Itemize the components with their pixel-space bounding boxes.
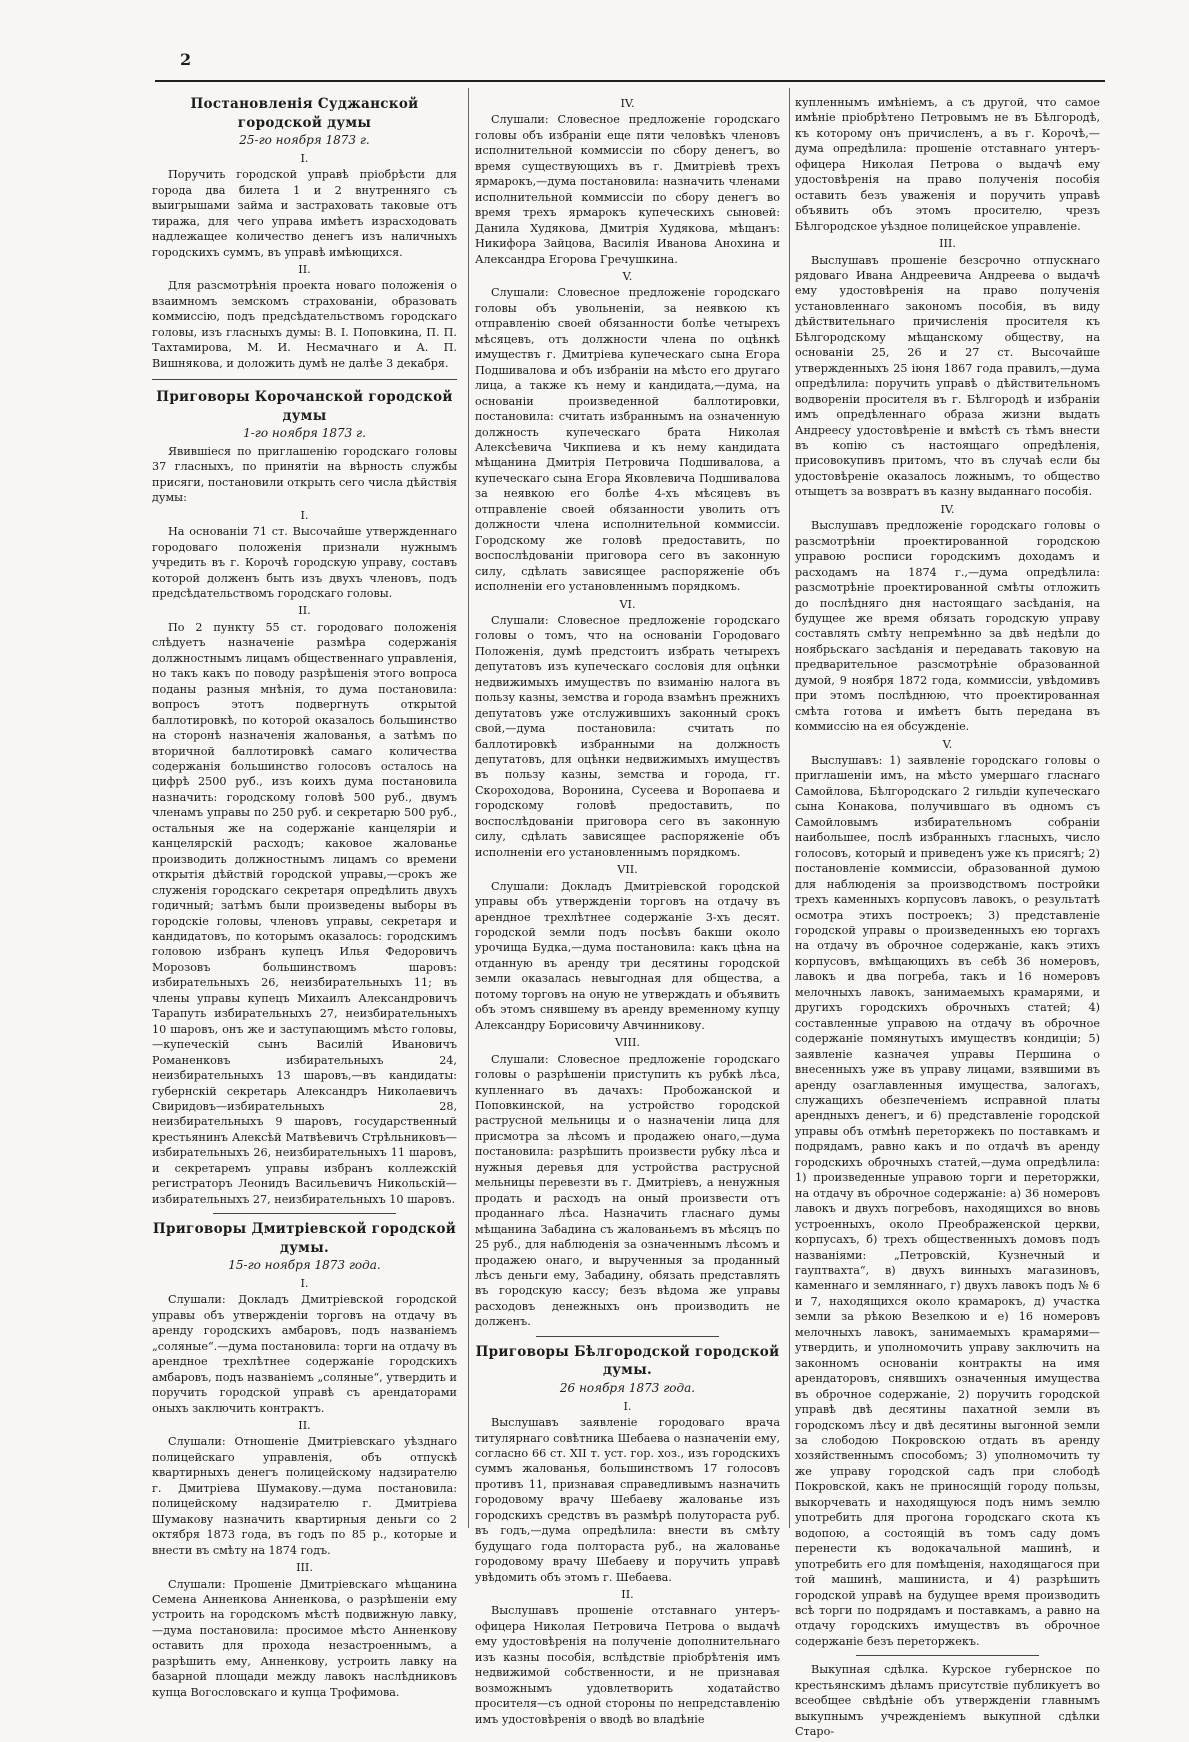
column-divider: [468, 88, 469, 1528]
item-number: I.: [300, 1276, 309, 1290]
paragraph: Для разсмотрѣнія проекта новаго положенія о взаимномъ земскомъ страхованіи, образовать коммиссію, подъ предсѣдательствомъ городскаго головы, изъ гласныхъ думы: В. І. Поповкина, П. П. Тахтамирова, М. И. Несмачнаго и А. П. Вишнякова, и доложить думѣ не далѣе 3 декабря.: [152, 279, 457, 370]
paragraph: Выслушавъ: 1) заявленіе городскаго головы о приглашеніи имъ, на мѣсто умершаго гласнаго Самойлова, Бѣлгородскаго 2 гильдіи купеческаго сына Конакова, получившаго въ одномъ съ Самойловымъ избирательномъ собраніи наибольшее, послѣ избранныхъ гласныхъ, число голосовъ, который и приведенъ уже къ присягѣ; 2) постановленіе коммиссіи, образованной думою для наблюденія за производствомъ постройки трехъ каменныхъ корпусовъ лавокъ, о результатѣ осмотра этихъ построекъ; 3) представленіе городской управы о произведенныхъ ею торгахъ на отдачу въ оброчное содержаніе, какъ этихъ корпусовъ, вмѣщающихъ въ себѣ 36 номеровъ, лавокъ и два погреба, такъ и 16 номеровъ мелочныхъ лавокъ, занимаемыхъ крамарями, и другихъ городскихъ оброчныхъ статей; 4) составленные управою на отдачу въ оброчное содержаніе помянутыхъ имуществъ кондиціи; 5) заявленіе казначея управы Першина о внесенныхъ уже въ управу лицами, взявшими въ аренду озаглавленныя имущества, залогахъ, служащихъ обезпеченіемъ исправной платы арендныхъ денегъ, и 6) представленіе городской управы объ отмѣнѣ переторжекъ по поставкамъ и подрядамъ, равно какъ и по отдачѣ въ аренду городскихъ оброчныхъ статей,—дума опредѣлила: 1) произведенные управою торги и переторжки, на отдачу въ оброчное содержаніе: а) 36 номеровъ лавокъ и двухъ погребовъ, находящихся во вновь устроенныхъ, около Преображенской церкви, корпусахъ, б) трехъ общественныхъ домовъ подъ названіями: „Петровскій, Кузнечный и гауптвахта“, в) двухъ винныхъ магазиновъ, каменнаго и земляннаго, г) двухъ лавокъ подъ № 6 и 7, находящихся около крамарокъ, д) участка земли за рѣкою Везелкою и е) 16 номеровъ мелочныхъ лавокъ, занимаемыхъ крамарями—утвердить, и уполномочить управу заключить на законномъ основаніи контракты на имя арендаторовъ, снявшихъ означенныя имущества въ оброчное содержаніе, 2) поручить городской управѣ двѣ десятины пахатной земли въ городскомъ лѣсу и двѣ десятины выгонной земли за слободою Покровскою отдать въ аренду хозяйственнымъ способомъ; 3) уполномочить ту же управу городской садъ при слободѣ Покровской, какъ не приносящій городу пользы, выкорчевать и находящуюся подъ нимъ землю употребить для прогона городскаго скота къ водопою, а состоящій въ томъ саду домъ перенести къ водокачальной машинѣ, и употребить его для помѣщенія, находящагося при той машинѣ, машиниста, и 4) разрѣшить городской управѣ на будущее время производить всѣ торги по подрядамъ и поставкамъ, а равно на отдачу городскихъ имуществъ въ оброчное содержаніе безъ переторжекъ.: [795, 754, 1100, 1648]
item-number: I.: [300, 508, 309, 522]
section-divider: [152, 379, 457, 380]
page-number: 2: [180, 50, 192, 69]
item-number: VII.: [617, 863, 638, 877]
section-divider: [856, 1655, 1039, 1656]
paragraph: Слушали: Словесное предложеніе городскаго головы о разрѣшеніи приступить къ рубкѣ лѣса, купленнаго въ дачахъ: Пробожанской и Поповкинской, на устройство городской раструсной мельницы и о назначеніи лица для присмотра за лѣсомъ и продажею онаго,—дума постановила: разрѣшить произвести рубку лѣса и нужныя деревья для устройства раструсной мельницы перевезти въ г. Дмитріевъ, а ненужныя продать и расходъ на оный произвести отъ проданнаго лѣса. Назначить гласнаго думы мѣщанина Забадина съ жалованьемъ въ мѣсяцъ по 25 руб., для наблюденія за означеннымъ лѣсомъ и продажею онаго, и вырученныя за проданный лѣсъ деньги ему, Забадину, обязать представлять въ городскую кассу; безъ вѣдома же управы расходовъ денежныхъ онъ производить не долженъ.: [475, 1052, 780, 1329]
column-divider: [789, 88, 790, 1528]
section-divider: [536, 1336, 719, 1337]
section-date: 25-го ноября 1873 г.: [239, 133, 370, 148]
item-number: III.: [296, 1561, 313, 1575]
paragraph: Слушали: Словесное предложеніе городскаго головы объ избраніи еще пяти человѣкъ членовъ исполнительной коммиссіи по сбору денегъ, во время существующихъ въ г. Дмитріевѣ трехъ ярмарокъ,—дума постановила: назначить членами исполнительной коммиссіи по сбору денегъ во время трехъ ярмарокъ купеческихъ сыновей: Данила Худякова, Дмитрія Худякова, мѣщанъ: Никифора Зайцова, Василія Иванова Анохина и Александра Егорова Гречушкина.: [475, 113, 780, 266]
paragraph: По 2 пункту 55 ст. городоваго положенія слѣдуетъ назначеніе размѣра содержанія должностнымъ лицамъ общественнаго управленія, но такъ какъ по поводу разрѣшенія этого вопроса поданы разныя мнѣнія, то дума постановила: вопросъ этотъ подвергнуть открытой баллотировкѣ, по которой оказалось большинство на сторонѣ назначенія жалованья, а затѣмъ по вторичной баллотировкѣ самаго количества содержанія большинство голосовъ осталось на цифрѣ 2500 руб., изъ коихъ дума постановила назначить: городскому головѣ 500 руб., двумъ членамъ управы по 250 руб. и секретарю 500 руб., остальныя же на содержаніе канцеляріи и канцелярскій расходъ; каковое жалованье производить должностнымъ лицамъ со времени открытія дѣйствій городской управы,—срокъ же служенія городскаго секретаря опредѣлить двухъ годичный; затѣмъ были произведены выборы въ городскіе головы, членовъ управы, секретаря и кандидатовъ, по которымъ оказалось: городскимъ головою избранъ купецъ Илья Федоровичъ Морозовъ большинствомъ шаровъ: избирательныхъ 26, неизбирательныхъ 11; въ члены управы купецъ Михаилъ Александровичъ Тарапуть избирательныхъ 27, неизбирательныхъ 10 шаровъ, онъ же и заступающимъ мѣсто головы,—купеческій сынъ Василій Ивановичъ Романенковъ избирательныхъ 24, неизбирательныхъ 13 шаровъ,—въ кандидаты: губернскій секретарь Александръ Николаевичъ Свиридовъ—избирательныхъ 28, неизбирательныхъ 9 шаровъ, государственный крестьянинъ Алексѣй Матвѣевичъ Стрѣльниковъ—избирательныхъ 26, неизбирательныхъ 11 шаровъ, и секретаремъ управы избранъ коллежскій регистраторъ Леонидъ Васильевичъ Никольскій—избирательныхъ 27, неизбирательныхъ 10 шаровъ.: [152, 620, 457, 1206]
section-date: 1-го ноября 1873 г.: [243, 426, 366, 441]
header-rule: [155, 80, 1105, 82]
item-number: IV.: [620, 97, 635, 110]
item-number: VI.: [619, 597, 636, 611]
item-number: IV.: [940, 502, 955, 516]
paragraph: Выкупная сдѣлка. Курское губернское по крестьянскимъ дѣламъ присутствіе публикуетъ во всеобщее свѣдѣніе объ утвержденіи главнымъ выкупнымъ учрежденіемъ выкупной сдѣлки Старо-: [795, 1663, 1100, 1739]
paragraph: купленнымъ имѣніемъ, а съ другой, что самое имѣніе пріобрѣтено Петровымъ не въ Бѣлгородѣ, къ которому онъ причисленъ, а въ г. Корочѣ,—дума опредѣлила: прошеніе отставнаго унтеръ-офицера Николая Петрова о выдачѣ ему удостовѣренія на право полученія пособія оставить безъ уваженія и поручить управѣ объявить объ этомъ просителю, чрезъ Бѣлгородское уѣздное полицейское управленіе.: [795, 96, 1100, 233]
paragraph: Слушали: Словесное предложеніе городскаго головы объ увольненіи, за неявкою къ отправленію своей обязанности болѣе четырехъ мѣсяцевъ, отъ должности члена по оцѣнкѣ имуществъ г. Дмитріева купеческаго сына Егора Подшивалова и объ избраніи на мѣсто его другаго лица, а также къ нему и кандидата,—дума, на основаніи произведенной баллотировки, постановила: считать избраннымъ на означенную должность купеческаго брата Николая Алексѣевича Чикпиева и къ нему кандидата мѣщанина Дмитрія Петровича Подшивалова, а купеческаго сына Егора Яковлевича Подшивалова за неявкою его болѣе 4-хъ мѣсяцевъ въ отправленіе своей обязанности уволить отъ должности члена исполнительной коммиссіи. Городскому же головѣ предоставить, по воспослѣдованіи приговора сего въ законную силу, сдѣлать зависящее распоряженіе объ исполненіи его установленнымъ порядкомъ.: [475, 286, 780, 594]
paragraph: Поручить городской управѣ пріобрѣсти для города два билета 1 и 2 внутренняго съ выигрышами займа и застраховать таковые отъ тиража, для чего управа имѣетъ израсходовать надлежащее количество денегъ изъ наличныхъ городскихъ суммъ, въ управѣ имѣющихся.: [152, 168, 457, 259]
section-title: Приговоры Бѣлгородской городской думы.: [475, 1343, 780, 1379]
item-number: II.: [298, 262, 311, 276]
item-number: I.: [623, 1399, 632, 1413]
item-number: II.: [298, 1419, 311, 1433]
paragraph: На основаніи 71 ст. Высочайше утвержденнаго городоваго положенія признали нужнымъ учредить въ г. Корочѣ городскую управу, составъ которой долженъ быть изъ двухъ членовъ, подъ предсѣдательствомъ городскаго головы.: [152, 525, 457, 601]
column-1: [152, 95, 457, 1702]
item-number: V.: [622, 269, 633, 283]
section-title: Приговоры Корочанской городской думы: [156, 389, 453, 424]
paragraph: Выслушавъ прошеніе отставнаго унтеръ-офицера Николая Петровича Петрова о выдачѣ ему удостовѣренія на полученіе дополнительнаго изъ казны пособія, вслѣдствіе пріобрѣтенія имъ недвижимой собственности, и не признавая возможнымъ удовлетворить ходатайство просителя—съ одной стороны по непредставленію имъ удостовѣренія о вводѣ во владѣніе: [475, 1604, 780, 1726]
paragraph: Слушали: Словесное предложеніе городскаго головы о томъ, что на основаніи Городоваго Положенія, думѣ предстоитъ избрать четырехъ депутатовъ изъ купеческаго сословія для оцѣнки недвижимыхъ имуществъ по взиманію налога въ пользу казны, земства и города взамѣнъ прежнихъ депутатовъ уже отслужившихъ законный срокъ свой,—дума постановила: считать по баллотировкѣ избранными на должность депутатовъ, для оцѣнки недвижимыхъ имуществъ въ пользу казны, земства и города, гг. Скороходова, Воронина, Сусеева и Воропаева и городскому головѣ предоставить, по воспослѣдованіи приговора сего въ законную силу, сдѣлать зависящее распоряженіе объ исполненіи его установленнымъ порядкомъ.: [475, 613, 780, 859]
paragraph: Слушали: Докладъ Дмитріевской городской управы объ утвержденіи торговъ на отдачу въ аренду городскихъ амбаровъ, подъ названіемъ „соляные“.—дума постановила: торги на отдачу въ арендное трехлѣтнее содержаніе городскихъ амбаровъ, подъ названіемъ „соляные“, утвердить и поручить городской управѣ съ арендаторами оныхъ заключить контрактъ.: [152, 1293, 457, 1415]
paragraph: Слушали: Докладъ Дмитріевской городской управы объ утвержденіи торговъ на отдачу въ арендное трехлѣтнее содержаніе 3-хъ десят. городской земли подъ посѣвъ бакши около урочища Будка,—дума постановила: какъ цѣна на отданную въ аренду три десятины городской земли оказалась невыгодная для общества, а потому торговъ на оную не утверждать и объявить объ этомъ снявшему въ аренду временному купцу Александру Борисовичу Авчинникову.: [475, 879, 780, 1032]
item-number: V.: [942, 737, 953, 751]
item-number: III.: [939, 237, 956, 251]
paragraph: Выслушавъ прошеніе безсрочно отпускнаго рядоваго Ивана Андреевича Андреева о выдачѣ ему удостовѣренія на право полученія установленнаго закономъ пособія, въ виду дѣйствительнаго причисленія просителя къ Бѣлгородскому мѣщанскому обществу, на основаніи 25, 26 и 27 ст. Высочайше утвержденныхъ 25 іюня 1867 года правилъ,—дума опредѣлила: поручить управѣ о дѣйствительномъ водвореніи просителя въ г. Бѣлгородѣ и избраніи имъ опредѣленнаго образа жизни выдать Андреесу удостовѣреніе и вмѣстѣ съ тѣмъ внести въ копію съ настоящаго опредѣленія, присовокупивъ притомъ, что въ случаѣ если бы удостовѣреніе оказалось ложнымъ, то общество отыщетъ за возвратъ въ казну выданнаго пособія.: [795, 253, 1100, 499]
paragraph: Слушали: Прошеніе Дмитріевскаго мѣщанина Семена Анненкова Анненкова, о разрѣшеніи ему устроить на городскомъ мѣстѣ подвижную лавку,—дума постановила: просимое мѣсто Анненкову оставить для прохода незастроеннымъ, а разрѣшить ему, Анненкову, устроить лавку на базарной площади между лавокъ наслѣдниковъ купца Вогословскаго и купца Трофимова.: [152, 1577, 457, 1699]
column-3: [795, 95, 1100, 1742]
paragraph: Выслушавъ предложеніе городскаго головы о разсмотрѣніи проектированной городскою управою росписи городскимъ доходамъ и расходамъ на 1874 г.,—дума опредѣлила: разсмотрѣніе проектированной смѣты отложить до послѣдняго дня настоящаго засѣданія, на будущее же время обязать городскую управу составлять смѣту непремѣнно за двѣ недѣли до ноябрьскаго засѣданія и передавать таковую на предварительное разсмотрѣніе образованной думой, 9 ноября 1872 года, коммиссіи, увѣдомивъ при этомъ послѣднюю, что проектированная смѣта готова и имѣетъ быть передана въ коммиссію на ея обсужденіе.: [795, 519, 1100, 734]
item-number: I.: [300, 151, 309, 165]
section-divider: [213, 1213, 396, 1214]
paragraph: Слушали: Отношеніе Дмитріевскаго уѣзднаго полицейскаго управленія, объ отпускѣ квартирныхъ денегъ полицейскому надзирателю г. Дмитріева Шумакову.—дума постановила: полицейскому надзирателю г. Дмитріева Шумакову назначить квартирныя деньги со 2 октября 1873 года, въ годъ по 85 р., которые и внести въ смѣту на 1874 годъ.: [152, 1435, 457, 1557]
column-2: [475, 95, 780, 1729]
section-title: Приговоры Дмитріевской городской думы.: [152, 1221, 457, 1256]
paragraph: Явившіеся по приглашенію городскаго головы 37 гласныхъ, по принятіи на вѣрность службы присяги, постановили открыть сего числа дѣйствія думы:: [152, 444, 458, 505]
section-date: 26 ноября 1873 года.: [559, 1381, 696, 1396]
item-number: II.: [621, 1588, 634, 1602]
paragraph: Выслушавъ заявленіе городоваго врача титулярнаго совѣтника Шебаева о назначеніи ему, согласно 66 ст. XII т. уст. гор. хоз., изъ городскихъ суммъ жалованья, большинствомъ 17 голосовъ противъ 11, признавая справедливымъ назначить городовому врачу Шебаеву жалованье изъ городскихъ средствъ въ размѣрѣ полутораста руб. въ годъ,—дума опредѣлила: внести въ смѣту будущаго года полтораста руб., на жалованье городовому врачу Шебаеву и поручить управѣ увѣдомить объ этомъ г. Шебаева.: [475, 1416, 780, 1584]
item-number: II.: [298, 604, 311, 618]
item-number: VIII.: [615, 1036, 640, 1050]
section-date: 15-го ноября 1873 года.: [228, 1258, 381, 1273]
section-title: Постановленія Суджанской городской думы: [190, 96, 419, 131]
